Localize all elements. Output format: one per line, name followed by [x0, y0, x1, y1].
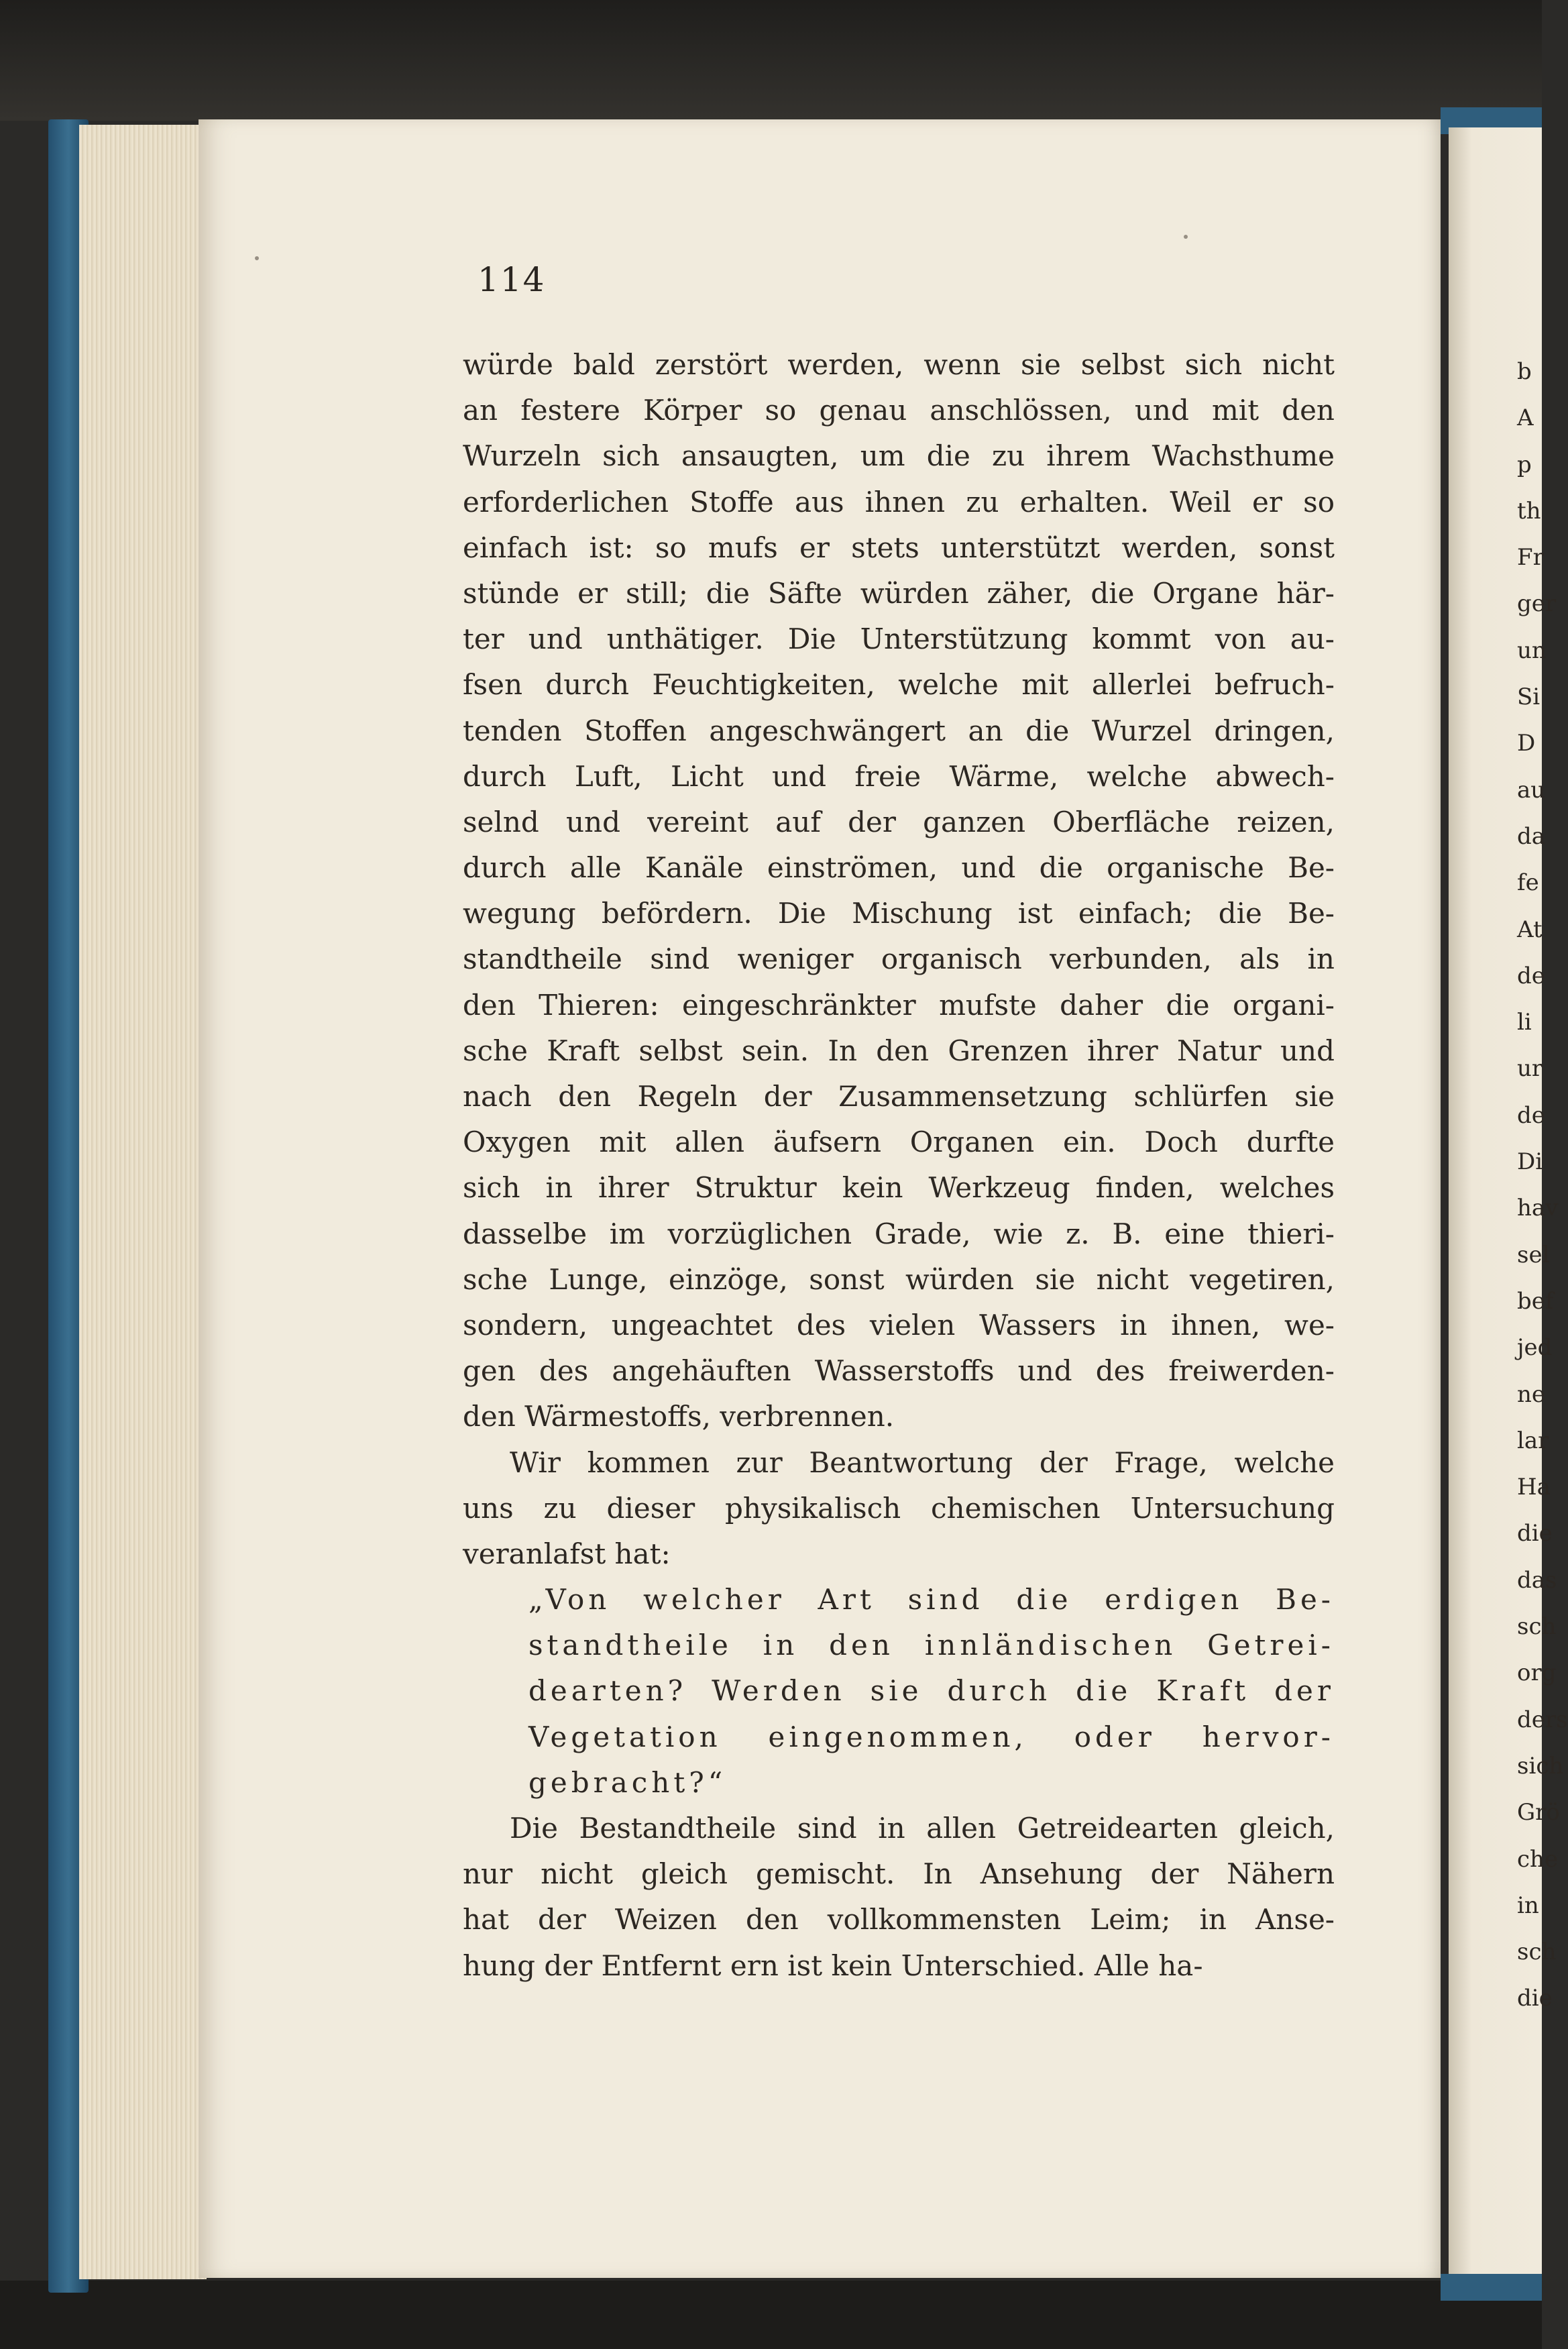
text-line: Vegetation eingenommen, oder hervor- [528, 1720, 1335, 1753]
page-number: 114 [478, 260, 546, 299]
text-line: erforderlichen Stoffe aus ihnen zu erhalten. Weil er so [463, 485, 1335, 518]
facing-page-fragment: Grö [1517, 1799, 1560, 1826]
facing-page-fragment: Si [1517, 684, 1541, 711]
facing-page-fragment: de [1517, 1101, 1545, 1129]
facing-page-fragment: sich [1517, 1752, 1564, 1780]
text-line: Die Bestandtheile sind in allen Getreidearten gleich, [510, 1812, 1335, 1845]
facing-page-fragment: At [1517, 916, 1543, 943]
facing-page-fragment: D [1517, 730, 1536, 757]
facing-page-fragment: sch [1517, 1613, 1557, 1641]
facing-page-fragment: b [1517, 358, 1532, 385]
facing-page-fragment: Di [1517, 1148, 1543, 1176]
facing-page-text-fragments [1517, 349, 1568, 2022]
block-quote [463, 1577, 1335, 1806]
text-line: standtheile in den innländischen Getrei- [528, 1629, 1335, 1662]
text-line: ter und unthätiger. Die Unterstützung kommt von au- [463, 622, 1335, 656]
text-line: sondern, ungeachtet des vielen Wassers in ihnen, we- [463, 1308, 1335, 1342]
text-line: wegung befördern. Die Mischung ist einfach; die Be- [463, 897, 1335, 930]
facing-page-fragment: che [1517, 1845, 1559, 1873]
facing-page-fragment: li [1517, 1009, 1532, 1036]
facing-page-fragment: de [1517, 962, 1545, 989]
text-line: gen des angehäuften Wasserstoffs und des freiwerden- [463, 1354, 1335, 1388]
photo-backdrop-top [0, 0, 1542, 121]
text-line: Wir kommen zur Beantwortung der Frage, welche [510, 1445, 1335, 1479]
facing-page-fragment: das [1517, 1566, 1557, 1594]
text-line: fsen durch Feuchtigkeiten, welche mit allerlei befruch- [463, 668, 1335, 702]
text-line: gebracht?“ [528, 1765, 727, 1799]
facing-page-fragment: fe [1517, 869, 1539, 897]
text-line: dearten? Werden sie durch die Kraft der [528, 1674, 1335, 1708]
facing-page-fragment: au [1517, 776, 1546, 804]
facing-page-fragment: die [1517, 1985, 1553, 2012]
facing-page-fragment: bef [1517, 1287, 1554, 1315]
text-line: sche Kraft selbst sein. In den Grenzen ihrer Natur und [463, 1034, 1335, 1067]
text-line: nur nicht gleich gemischt. In Ansehung der Nähern [463, 1857, 1335, 1891]
facing-page-fragment: org [1517, 1659, 1557, 1687]
paper-speck [1184, 235, 1188, 239]
paper-speck [255, 256, 259, 260]
facing-page-fragment: ne [1517, 1380, 1546, 1408]
text-line: selnd und vereint auf der ganzen Oberfläche reizen, [463, 805, 1335, 838]
facing-page-fragment: th [1517, 497, 1541, 525]
text-line: stünde er still; die Säfte würden zäher, die Organe här- [463, 576, 1335, 610]
text-line: Wurzeln sich ansaugten, um die zu ihrem Wachsthume [463, 439, 1335, 473]
facing-page-fragment: die [1517, 1520, 1553, 1547]
text-line: durch Luft, Licht und freie Wärme, welche abwech- [463, 759, 1335, 793]
text-line: hat der Weizen den vollkommensten Leim; in Anse- [463, 1903, 1335, 1936]
facing-page-fragment: da [1517, 822, 1546, 850]
text-line: den Wärmestoffs, verbrennen. [463, 1400, 895, 1433]
text-line: sich in ihrer Struktur kein Werkzeug finden, welches [463, 1171, 1335, 1205]
facing-page-fragment: A [1517, 404, 1534, 432]
text-line: tenden Stoffen angeschwängert an die Wurzel dringen, [463, 714, 1335, 747]
text-line: veranlafst hat: [463, 1537, 671, 1570]
facing-page-fragment: sel [1517, 1241, 1550, 1268]
text-line: hung der Entfernt ern ist kein Unterschied. Alle ha- [463, 1949, 1203, 1982]
facing-page-fragment: un [1517, 637, 1547, 664]
facing-page-fragment: in [1517, 1892, 1539, 1919]
facing-page-fragment: p [1517, 451, 1532, 478]
text-line: den Thieren: eingeschränkter mufste daher die organi- [463, 988, 1335, 1022]
text-line: dasselbe im vorzüglichen Grade, wie z. B. eine thieri- [463, 1217, 1335, 1250]
text-line: nach den Regeln der Zusammensetzung schlürfen sie [463, 1080, 1335, 1113]
facing-page-fragment: Ha [1517, 1474, 1551, 1501]
text-line: einfach ist: so mufs er stets unterstützt werden, sonst [463, 531, 1335, 564]
text-line: uns zu dieser physikalisch chemischen Untersuchung [463, 1491, 1335, 1525]
facing-page-fragment: ders [1517, 1706, 1568, 1733]
facing-page-fragment: ur [1517, 1055, 1543, 1083]
facing-page-fragment: sch [1517, 1938, 1557, 1966]
facing-page-fragment: Fr [1517, 544, 1544, 571]
text-line: an festere Körper so genau anschlössen, und mit den [463, 394, 1335, 427]
page-edges [79, 125, 207, 2279]
paragraph-1 [463, 342, 1335, 1440]
text-line: würde bald zerstört werden, wenn sie selbst sich nicht [463, 348, 1335, 381]
text-line: durch alle Kanäle einströmen, und die organische Be- [463, 851, 1335, 885]
photo-backdrop-bottom [0, 2281, 1542, 2349]
paragraph-2 [463, 1440, 1335, 1578]
text-line: „Von welcher Art sind die erdigen Be- [528, 1583, 1335, 1617]
facing-page-fragment: lar [1517, 1427, 1549, 1454]
text-line: sche Lunge, einzöge, sonst würden sie nicht vegetiren, [463, 1262, 1335, 1296]
paragraph-3 [463, 1806, 1335, 1989]
book-cover-right-bottom [1441, 2274, 1542, 2301]
facing-page-fragment: hav [1517, 1195, 1559, 1222]
text-line: standtheile sind weniger organisch verbunden, als in [463, 942, 1335, 976]
text-line: Oxygen mit allen äufsern Organen ein. Doch durfte [463, 1126, 1335, 1159]
facing-page-fragment: jed [1517, 1334, 1553, 1362]
facing-page-fragment: ger [1517, 590, 1557, 618]
page-body [463, 342, 1335, 1989]
